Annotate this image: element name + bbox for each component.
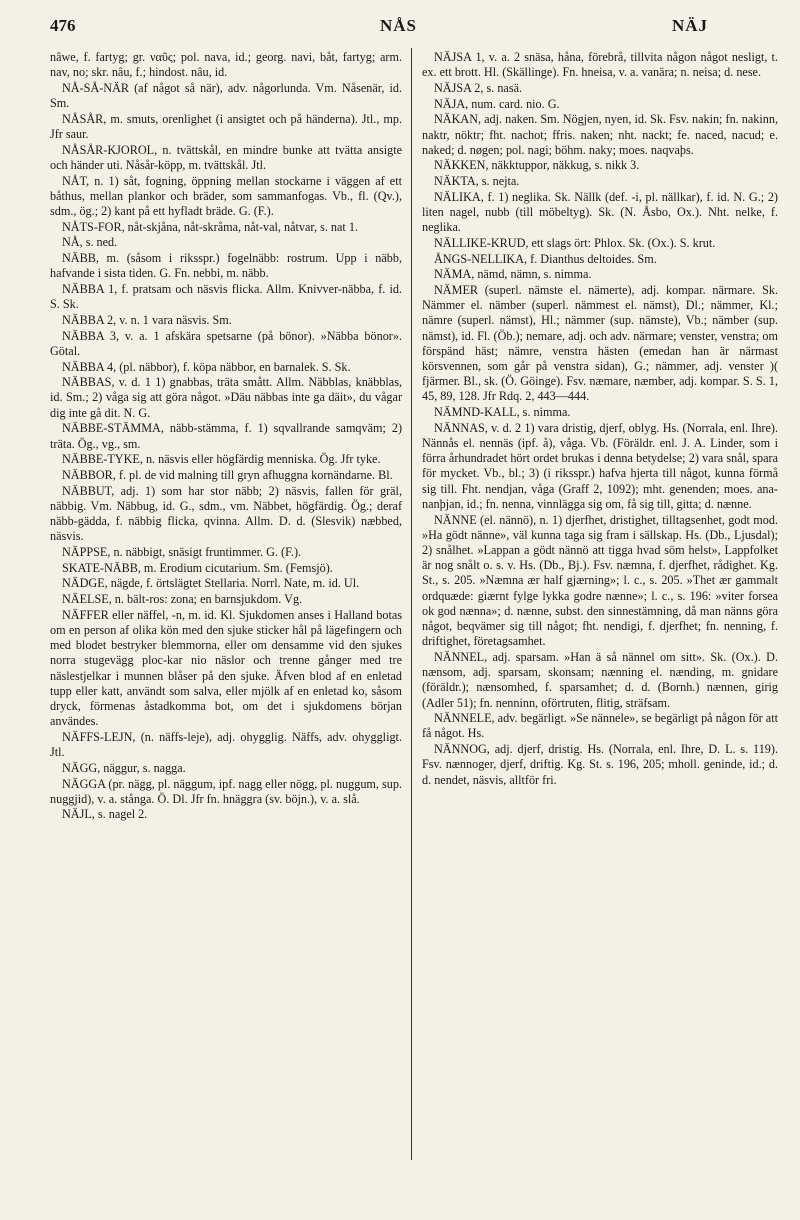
dictionary-entry: NÄFFS-LEJN, (n. näffs-leje), adj. ohygglig. Näffs, adv. ohyggligt. Jtl. <box>50 729 402 760</box>
dictionary-entry: NÄBBA 1, f. pratsam och näsvis flicka. Allm. Knivver-näbba, f. id. S. Sk. <box>50 282 402 312</box>
dictionary-entry: NÄNNOG, adj. djerf, dristig. Hs. (Norrala, enl. Ihre, D. L. s. 119). Fsv. nænnoger, djerf, driftig. Kg. St. s. 196, 205; mholl. geninde, id.; d. d. nendet, näsvis, alltför fri. <box>422 742 778 787</box>
dictionary-entry: NÄBBE-STÄMMA, näbb-stämma, f. 1) sqvallrande samqväm; 2) träta. Ög., vg., sm. <box>50 421 402 451</box>
dictionary-entry: NÄKKEN, näkktuppor, näkkug, s. nikk 3. <box>434 158 640 173</box>
dictionary-entry: NÄBBUT, adj. 1) som har stor näbb; 2) näsvis, fallen för gräl, näbbig. Vm. Näbbug, id. G., sdm., vm. Näbbet, högfärdig. Ög.; deraf näbb-gädda, f. näbbig flicka, qvinna. Allm. D. d. (Slesvik) næbbed, näsvis. <box>50 483 402 544</box>
right-column <box>422 50 778 1190</box>
dictionary-entry: NÄBBAS, v. d. 1 1) gnabbas, träta smått. Allm. Näbblas, knäbblas, id. Sm.; 2) våga sig att göra något. »Däu näbbas inte ga däit», du vågar dig inte gå dit. N. G. <box>50 375 402 420</box>
dictionary-entry: NÄNNELE, adv. begärligt. »Se nännele», se begärligt på någon för att få något. Hs. <box>422 711 778 741</box>
dictionary-entry: NÄMND-KALL, s. nimma. <box>434 405 571 420</box>
dictionary-entry: NÅSÅR, m. smuts, orenlighet (i ansigtet och på händerna). Jtl., mp. Jfr saur. <box>50 111 402 142</box>
dictionary-entry: NÄFFER eller näffel, -n, m. id. Kl. Sjukdomen anses i Halland botas om en person af olika kön med den sjuke sticker hål på lägefingern och med blodet bestryker blemmorna, eller om densamme vid den sjukes norra stugevägg ploc-kar nio näslor och trenne gånger med tre näslestjelkar i munnen blåser på den sjuke. Äfven blod af en enletad tupp eller katt, användt som salva, eller mjölk af en enletad ko, såsom dryck, förmenas åstadkomma bot, om det i sjukdomens början användes. <box>50 607 402 729</box>
dictionary-entry: NÄNNE (el. nännö), n. 1) djerfhet, dristighet, tilltagsenhet, godt mod. »Ha gödt nänne», väl kunna taga sig fram i sällskap. Hs. (Db., Ljusdal); 2) snålhet. »Lappan a gödt nännö att tigga hvad söm helst», Lappfolket är nog snålt o. s. v. Hs. (Db., Bj.). Fsv. næmna, f. djerfhet, rådighet. Kg. St., s. 205. »Næmna ær half gjærning»; l. c., s. 205. »Thet ær gammalt ordquæde: giærnt fylge lykka godre nænne»; l. c., s. 196: »viter forsea ok god nænna»; d. nænne, subst. den sinnestämning, då man nänns göra något, beqvämer sig till något; fht. nendigi, f. djerfhet; fn. nenning, f. driftighet, företagsamhet. <box>422 512 778 649</box>
left-column <box>50 50 402 1190</box>
dictionary-entry: NÄJL, s. nagel 2. <box>62 807 148 822</box>
left-running-head: NÅS <box>380 16 418 35</box>
dictionary-entry: NÄBBE-TYKE, n. näsvis eller högfärdig menniska. Ög. Jfr tyke. <box>62 452 381 467</box>
dictionary-entry: NÄNNEL, adj. sparsam. »Han ä så nännel om sitt». Sk. (Ox.). D. nænsom, adj. sparsam, skonsam; nænning el. nænding, m. gnidare (föräldr.); nænsomhed, f. sparsamhet; d. d. (Bornh.) nænnen, girig (Adler 51); fn. nenninn, oförtruten, flitig, sträfsam. <box>422 649 778 710</box>
dictionary-entry: NÄJSA 1, v. a. 2 snäsa, håna, förebrå, tillvita någon något nesligt, t. ex. ett brott. Hl. (Skällinge). Fn. hneisa, v. a. vanära; n. neisa; d. nese. <box>422 50 778 80</box>
dictionary-entry: NÅSÅR-KJOROL, n. tvättskål, en mindre bunke att tvätta ansigte och händer uti. Nåsår-köpp, m. tvättskål. Jtl. <box>50 142 402 172</box>
dictionary-entry: NÄBBOR, f. pl. de vid malning till gryn afhuggna kornändarne. Bl. <box>62 467 393 482</box>
dictionary-entry: nâwe, f. fartyg; gr. ναῦς; pol. nava, id.; georg. navi, båt, fartyg; arm. nav, no; skr. nâu, f.; hindost. nâu, id. <box>50 50 402 80</box>
dictionary-entry: NÅTS-FOR, nåt-skjåna, nåt-skråma, nåt-val, nåtvar, s. nat 1. <box>62 219 358 234</box>
dictionary-entry: NÄELSE, n. bält-ros: zona; en barnsjukdom. Vg. <box>62 592 303 607</box>
dictionary-entry: NÅ-SÅ-NÄR (af något så när), adv. någorlunda. Vm. Nåsenär, id. Sm. <box>50 80 402 111</box>
dictionary-entry: NÄJSA 2, s. nasä. <box>434 80 523 95</box>
dictionary-entry: NÄLLIKE-KRUD, ett slags ört: Phlox. Sk. (Ox.). S. krut. <box>434 235 716 250</box>
dictionary-entry: NÄNNAS, v. d. 2 1) vara dristig, djerf, oblyg. Hs. (Norrala, enl. Ihre). Nännås el. nennäs (ipf. å), våga. Vb. (Föräldr. enl. J. A. Linder, som i förra århundradet hört ordet brukas i denna betydelse; 2) vara snål, spara för mycket. Vb., bl.; 3) (i riksspr.) hafva hjerta till något, kunna förmå sig till. Fht. nendjan, våga (Graff 2, 1092); mht. genenden; moes. ana-nanþjan, id.; fn. nenna, vinnlägga sig om, få sig till, gitta; d. nænne. <box>422 420 778 511</box>
dictionary-entry: NÄGGA (pr. nägg, pl. näggum, ipf. nagg eller nögg, pl. nuggum, sup. nuggjid), v. a. stånga. Ö. Dl. Jfr fn. hnäggra (sv. böjn.), v. a. slå. <box>50 776 402 806</box>
dictionary-entry: NÄGG, näggur, s. nagga. <box>62 760 186 775</box>
dictionary-entry: NÅ, s. ned. <box>62 235 118 250</box>
dictionary-entry: NÄKAN, adj. naken. Sm. Nögjen, nyen, id. Sk. Fsv. nakin; fn. nakinn, naktr, nöktr; fht. nachot; ffris. naken; nht. nackt; fe. naced, nacud; e. naked; d. nøgen; pol. nagi; böhm. naky; moes. naqvaþs. <box>422 112 778 157</box>
dictionary-entry: NÄDGE, nägde, f. örtslägtet Stellaria. Norrl. Nate, m. id. Ul. <box>62 576 360 591</box>
dictionary-entry: NÄBB, m. (såsom i riksspr.) fogelnäbb: rostrum. Upp i näbb, hafvande i sista tiden. G. Fn. nebbi, m. näbb. <box>50 251 402 281</box>
dictionary-entry: NÅT, n. 1) såt, fogning, öppning mellan stockarne i väggen af ett båthus, mellan plankor och bräder, som sammanfogas. Vb., fl. (Qv.), sdm., ög.; 2) kant på ett hyfladt bräde. G. (F.). <box>50 173 402 219</box>
dictionary-entry: NÄBBA 3, v. a. 1 afskära spetsarne (på bönor). »Näbba bönor». Götal. <box>50 328 402 358</box>
dictionary-entry: NÄBBA 4, (pl. näbbor), f. köpa näbbor, en barnalek. S. Sk. <box>62 359 351 374</box>
right-running-head: NÄJ <box>671 16 708 35</box>
dictionary-entry: NÄMA, nämd, nämn, s. nimma. <box>434 267 592 282</box>
column-divider <box>411 48 412 1160</box>
page-header <box>50 12 778 42</box>
dictionary-entry: ÅNGS-NELLIKA, f. Dianthus deltoides. Sm. <box>434 251 657 266</box>
dictionary-entry: NÄKTA, s. nejta. <box>434 174 520 189</box>
page-number: 476 <box>50 16 76 35</box>
dictionary-entry: NÄBBA 2, v. n. 1 vara näsvis. Sm. <box>62 312 232 327</box>
dictionary-entry: NÄLIKA, f. 1) neglika. Sk. Nällk (def. -i, pl. nällkar), f. id. N. G.; 2) liten nagel, nubb (till möbeltyg). Sk. (N. Åsbo, Ox.). Nht. nelke, f. neglika. <box>422 189 778 235</box>
dictionary-entry: SKATE-NÄBB, m. Erodium cicutarium. Sm. (Femsjö). <box>62 560 333 575</box>
dictionary-entry: NÄPPSE, n. näbbigt, snäsigt fruntimmer. G. (F.). <box>62 545 302 559</box>
dictionary-entry: NÄMER (superl. nämste el. nämerte), adj. kompar. närmare. Sk. Nämmer el. nämber (superl. nämmest el. nämst), Dl.; nämmer, Kl.; nämre (superl. nämst), Hl.; nämmer (sup. nämste), Vb.; nämber (sup. nämst), id. Fl. (Öb.); nemare, adj. och adv. närmare; venster, venstra; om förspänd häst; nämre, venstra hästen (emedan han är närmast körsvennen, som går på venstra sidan), G.; nämmer, adj. venster )( fjärmer. Bl., sk. (Ö. Göinge). Fsv. næmare, næmber, adj. kompar. S. S. 1, 45, 89, 128. Jfr Rdq. 2, 443—444. <box>422 283 778 404</box>
dictionary-entry: NÄJA, num. card. nio. G. <box>434 96 560 111</box>
